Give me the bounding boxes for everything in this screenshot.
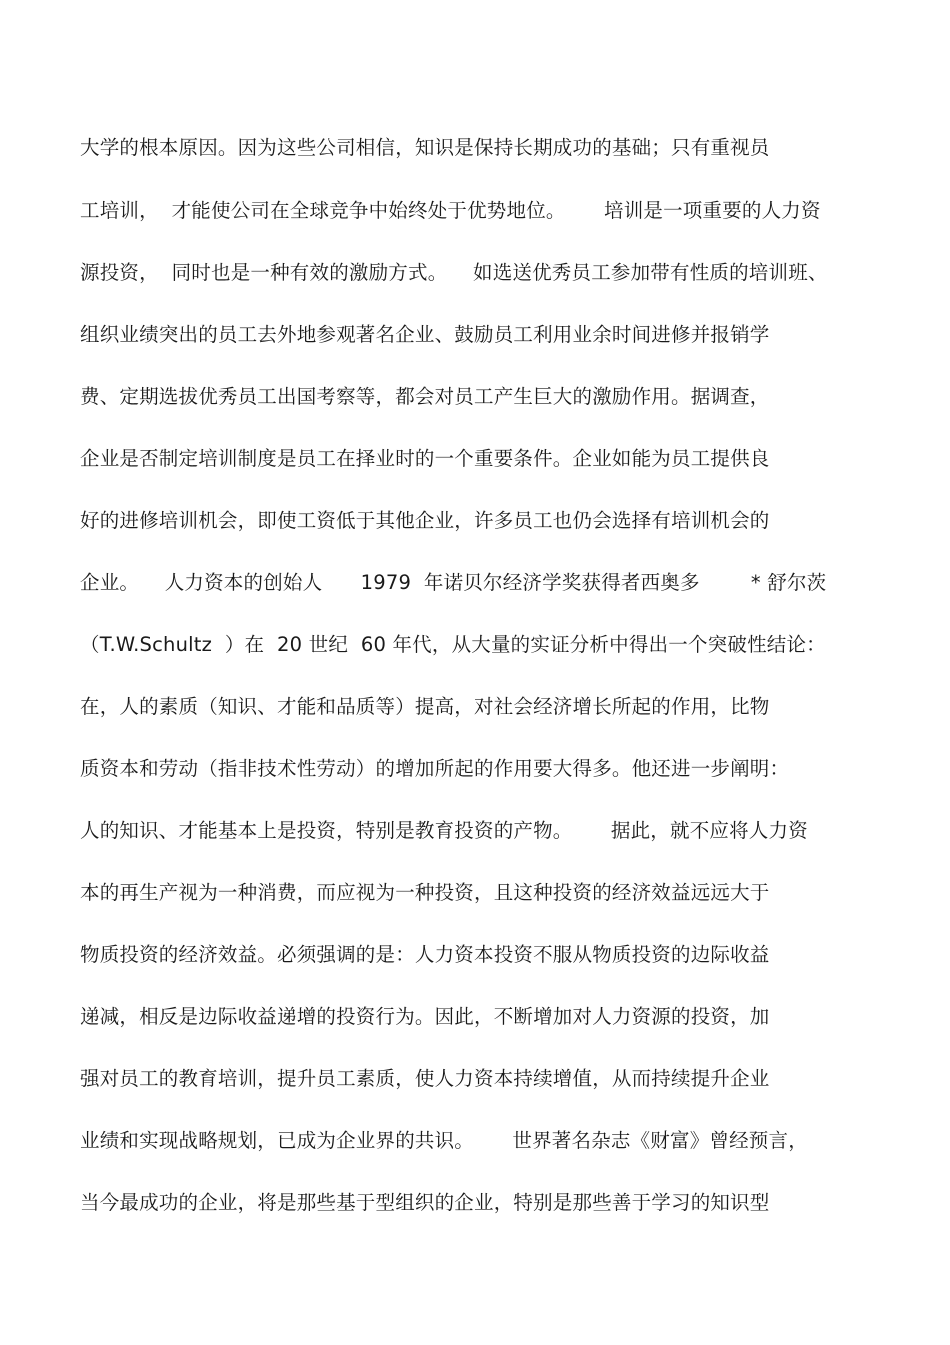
text-line: 本的再生产视为一种消费，而应视为一种投资，且这种投资的经济效益远远大于 bbox=[80, 881, 770, 904]
text-line: 源投资， 同时也是一种有效的激励方式。 如选送优秀员工参加带有性质的培训班、 bbox=[80, 261, 828, 284]
text-line: 企业。 人力资本的创始人 1979 年诺贝尔经济学奖获得者西奥多 * 舒尔茨 bbox=[80, 571, 827, 594]
text-line: 在，人的素质（知识、才能和品质等）提高，对社会经济增长所起的作用，比物 bbox=[80, 695, 770, 718]
text-line: 好的进修培训机会，即使工资低于其他企业，许多员工也仍会选择有培训机会的 bbox=[80, 509, 770, 532]
text-line: 工培训， 才能使公司在全球竞争中始终处于优势地位。 培训是一项重要的人力资 bbox=[80, 199, 821, 222]
text-line: 物质投资的经济效益。必须强调的是：人力资本投资不服从物质投资的边际收益 bbox=[80, 943, 770, 966]
text-line: 强对员工的教育培训，提升员工素质，使人力资本持续增值，从而持续提升企业 bbox=[80, 1067, 770, 1090]
text-line: （T.W.Schultz ）在 20 世纪 60 年代，从大量的实证分析中得出一个突破性结论： bbox=[80, 633, 826, 656]
text-line: 当今最成功的企业，将是那些基于型组织的企业，特别是那些善于学习的知识型 bbox=[80, 1191, 770, 1214]
text-line: 费、定期选拔优秀员工出国考察等，都会对员工产生巨大的激励作用。据调查， bbox=[80, 385, 770, 408]
text-line: 大学的根本原因。因为这些公司相信，知识是保持长期成功的基础；只有重视员 bbox=[80, 136, 770, 159]
text-line: 组织业绩突出的员工去外地参观著名企业、鼓励员工利用业余时间进修并报销学 bbox=[80, 323, 770, 346]
text-line: 人的知识、才能基本上是投资，特别是教育投资的产物。 据此，就不应将人力资 bbox=[80, 819, 808, 842]
text-line: 质资本和劳动（指非技术性劳动）的增加所起的作用要大得多。他还进一步阐明： bbox=[80, 757, 790, 780]
text-line: 递减，相反是边际收益递增的投资行为。因此，不断增加对人力资源的投资，加 bbox=[80, 1005, 770, 1028]
text-line: 企业是否制定培训制度是员工在择业时的一个重要条件。企业如能为员工提供良 bbox=[80, 447, 770, 470]
text-line: 业绩和实现战略规划，已成为企业界的共识。 世界著名杂志《财富》曾经预言， bbox=[80, 1129, 808, 1152]
